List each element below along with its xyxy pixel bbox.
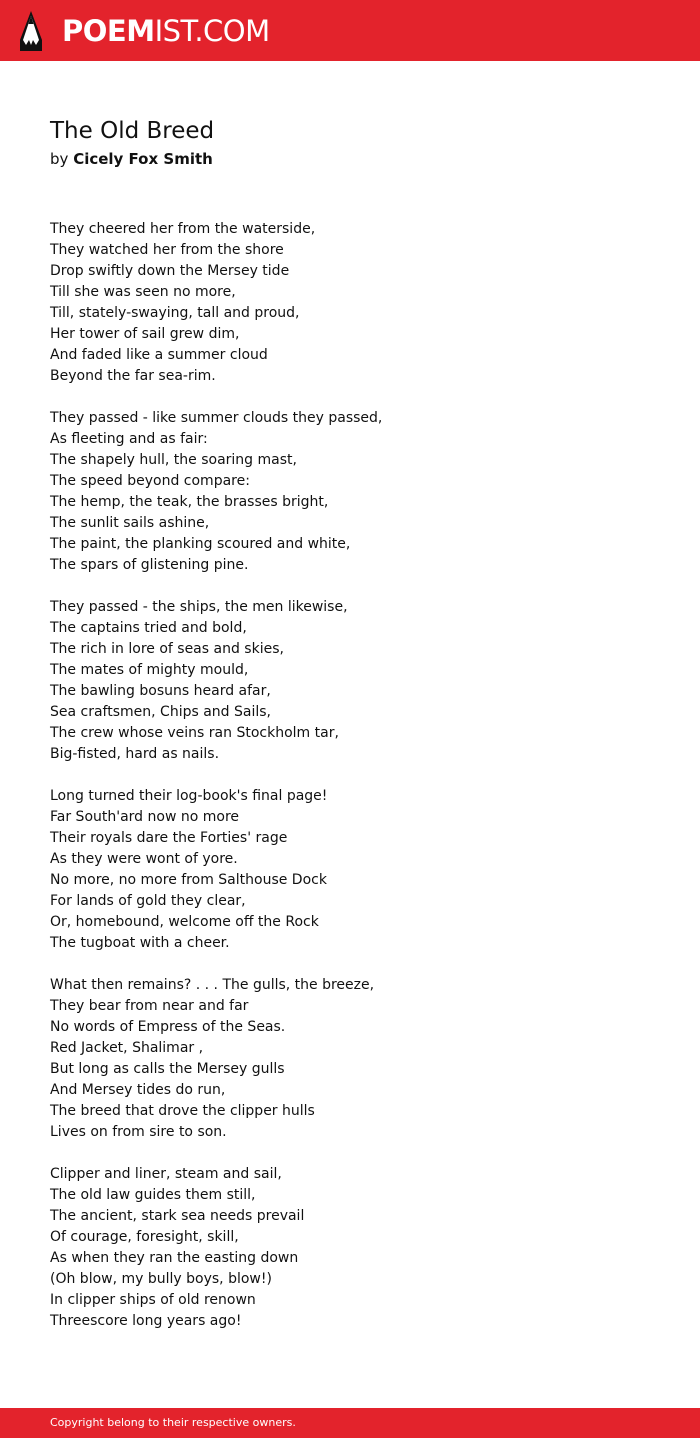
poem-line: As they were wont of yore. [50, 851, 238, 867]
poem-line: Till she was seen no more, [50, 284, 236, 300]
pencil-logo-icon[interactable] [18, 10, 44, 52]
poem-line: Far South'ard now no more [50, 809, 240, 825]
poem-line: They passed - like summer clouds they passed, [50, 410, 383, 426]
poem-line: The bawling bosuns heard afar, [50, 683, 271, 699]
poem-line: As when they ran the easting down [50, 1250, 299, 1266]
poem-line: Lives on from sire to son. [50, 1124, 227, 1140]
byline [50, 148, 213, 170]
site-header [0, 0, 700, 61]
poem-line: Till, stately-swaying, tall and proud, [50, 305, 300, 321]
poem-line: In clipper ships of old renown [50, 1292, 256, 1308]
poem-line: The spars of glistening pine. [50, 557, 249, 573]
poem-line: The ancient, stark sea needs prevail [50, 1208, 305, 1224]
poem-line: The crew whose veins ran Stockholm tar, [50, 725, 339, 741]
poem-line: But long as calls the Mersey gulls [50, 1061, 285, 1077]
poem-line: And Mersey tides do run, [50, 1082, 226, 1098]
poem-line: Her tower of sail grew dim, [50, 326, 240, 342]
poem-line: No more, no more from Salthouse Dock [50, 872, 327, 888]
author-name: Cicely Fox Smith [73, 150, 213, 168]
poem-line: The hemp, the teak, the brasses bright, [50, 494, 329, 510]
poem-line: The sunlit sails ashine, [50, 515, 210, 531]
stanza [50, 408, 650, 576]
poem-title: The Old Breed [50, 118, 215, 144]
poem-line: As fleeting and as fair: [50, 431, 208, 447]
poem-line: Their royals dare the Forties' rage [50, 830, 288, 846]
stanza [50, 786, 650, 954]
logo-text-light: IST.COM [154, 14, 270, 48]
poem-line: Long turned their log-book's final page! [50, 788, 328, 804]
poem-line: Or, homebound, welcome off the Rock [50, 914, 319, 930]
poem-body [50, 219, 650, 1353]
poem-line: The captains tried and bold, [50, 620, 247, 636]
poem-line: And faded like a summer cloud [50, 347, 268, 363]
poem-line: The tugboat with a cheer. [50, 935, 230, 951]
poem-line: The shapely hull, the soaring mast, [50, 452, 297, 468]
site-logo[interactable] [62, 14, 270, 48]
poem-line: For lands of gold they clear, [50, 893, 246, 909]
poem-line: Clipper and liner, steam and sail, [50, 1166, 282, 1182]
by-label: by [50, 150, 69, 168]
poem-line: They cheered her from the waterside, [50, 221, 316, 237]
poem-line: Beyond the far sea-rim. [50, 368, 216, 384]
poem-line: They passed - the ships, the men likewise, [50, 599, 348, 615]
poem-line: (Oh blow, my bully boys, blow!) [50, 1271, 272, 1287]
poem-line: The mates of mighty mould, [50, 662, 249, 678]
poem-line: Sea craftsmen, Chips and Sails, [50, 704, 271, 720]
copyright-text: Copyright belong to their respective owners. [50, 1416, 296, 1429]
stanza [50, 219, 650, 387]
poem-line: Threescore long years ago! [50, 1313, 242, 1329]
poem-line: The speed beyond compare: [50, 473, 250, 489]
poem-line: They watched her from the shore [50, 242, 284, 258]
poem-line: The old law guides them still, [50, 1187, 256, 1203]
stanza [50, 975, 650, 1143]
poem-line: The rich in lore of seas and skies, [50, 641, 284, 657]
poem-line: The breed that drove the clipper hulls [50, 1103, 315, 1119]
poem-line: The paint, the planking scoured and white, [50, 536, 351, 552]
logo-text-bold: POEM [62, 14, 155, 48]
poem-line: What then remains? . . . The gulls, the breeze, [50, 977, 375, 993]
poem-line: They bear from near and far [50, 998, 249, 1014]
stanza [50, 1164, 650, 1332]
site-footer [0, 1408, 700, 1438]
poem-line: Drop swiftly down the Mersey tide [50, 263, 290, 279]
stanza [50, 597, 650, 765]
poem-line: Big-fisted, hard as nails. [50, 746, 220, 762]
poem-line: Of courage, foresight, skill, [50, 1229, 239, 1245]
poem-line: Red Jacket, Shalimar , [50, 1040, 204, 1056]
poem-line: No words of Empress of the Seas. [50, 1019, 286, 1035]
